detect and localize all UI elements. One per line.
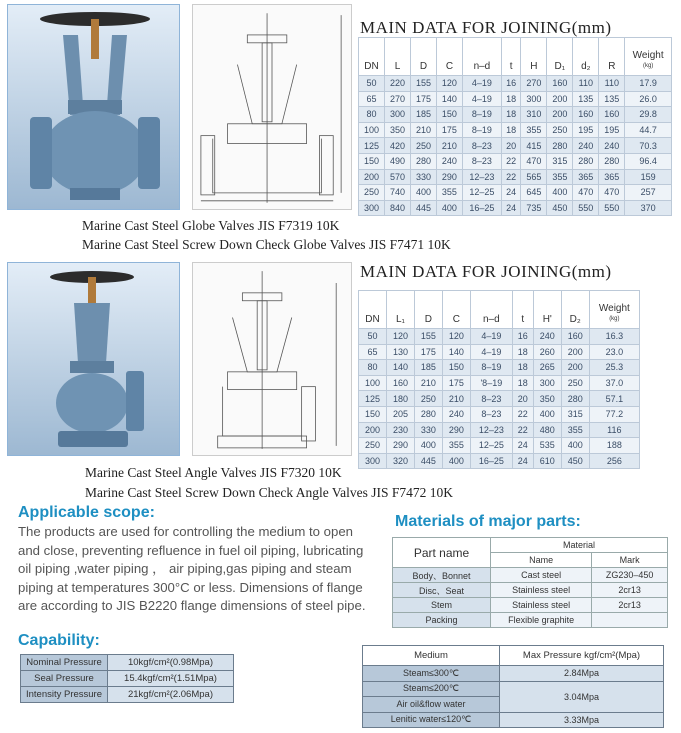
table-cell: 16–25	[462, 200, 501, 216]
table-cell: 257	[625, 185, 672, 201]
table-cell: 550	[599, 200, 625, 216]
table-cell: 150	[359, 153, 385, 169]
table-cell: 210	[442, 391, 470, 407]
table-cell: 355	[436, 185, 462, 201]
table-cell: 260	[533, 344, 561, 360]
table-cell: 735	[521, 200, 547, 216]
materials-part-header: Part name	[393, 538, 491, 568]
table-cell: 4–19	[470, 344, 512, 360]
table-cell: 150	[436, 107, 462, 123]
table-cell: 125	[359, 391, 387, 407]
table-cell: 300	[359, 453, 387, 469]
table-cell: 610	[533, 453, 561, 469]
table-cell: 26.0	[625, 91, 672, 107]
table-cell: 140	[386, 360, 414, 376]
table-cell: 470	[521, 153, 547, 169]
pressure-medium-cell: Steam≤200℃	[363, 681, 500, 697]
table-cell: 330	[414, 422, 442, 438]
table-cell: 96.4	[625, 153, 672, 169]
table-cell: 280	[414, 406, 442, 422]
section1-table-header-cell: t	[501, 38, 520, 76]
table-row	[359, 422, 640, 438]
table-cell: 8–23	[470, 406, 512, 422]
table-cell: 355	[521, 122, 547, 138]
table-cell: 8–23	[462, 138, 501, 154]
table-cell: 185	[410, 107, 436, 123]
table-row	[359, 453, 640, 469]
table-cell: 159	[625, 169, 672, 185]
pressure-value-cell: 2.84Mpa	[500, 666, 664, 682]
materials-cell: Cast steel	[491, 568, 592, 583]
section1-table-header-cell: d₂	[573, 38, 599, 76]
table-cell: 188	[589, 438, 639, 454]
globe-data-table	[358, 37, 672, 216]
table-cell: 400	[442, 453, 470, 469]
table-cell: 80	[359, 360, 387, 376]
table-cell: 470	[599, 185, 625, 201]
table-cell: 18	[512, 375, 533, 391]
table-cell: 450	[561, 453, 589, 469]
capability-table	[20, 654, 234, 703]
table-cell: 535	[533, 438, 561, 454]
materials-row	[393, 613, 668, 628]
table-cell: 135	[573, 91, 599, 107]
table-cell: 570	[384, 169, 410, 185]
table-cell: 220	[384, 76, 410, 92]
table-cell: 22	[501, 153, 520, 169]
table-row	[359, 185, 672, 201]
weight-unit-label: (kg)	[609, 316, 620, 322]
table-cell: 200	[547, 91, 573, 107]
angle-data-table	[358, 290, 640, 469]
table-cell: 550	[573, 200, 599, 216]
table-cell: 355	[547, 169, 573, 185]
table-row	[359, 107, 672, 123]
angle-caption-1: Marine Cast Steel Angle Valves JIS F7320 10K	[85, 465, 342, 480]
table-cell: 23.0	[589, 344, 639, 360]
table-cell: 240	[436, 153, 462, 169]
table-cell: 77.2	[589, 406, 639, 422]
table-cell: 195	[599, 122, 625, 138]
table-cell: 200	[359, 169, 385, 185]
materials-cell: Stainless steel	[491, 598, 592, 613]
table-row	[359, 360, 640, 376]
table-row	[359, 76, 672, 92]
table-cell: 4–19	[462, 91, 501, 107]
table-cell: 17.9	[625, 76, 672, 92]
table-cell: 210	[436, 138, 462, 154]
table-cell: 400	[414, 438, 442, 454]
section2-table-header-cell: C	[442, 291, 470, 329]
section1-table-header-cell: n–d	[462, 38, 501, 76]
section1-table-header-cell: D	[410, 38, 436, 76]
table-cell: 22	[501, 169, 520, 185]
table-cell: 195	[573, 122, 599, 138]
table-cell: 18	[512, 344, 533, 360]
table-cell: 445	[414, 453, 442, 469]
table-cell: 350	[384, 122, 410, 138]
table-cell: 250	[359, 438, 387, 454]
table-cell: 12–23	[462, 169, 501, 185]
table-cell: 320	[386, 453, 414, 469]
table-cell: 185	[414, 360, 442, 376]
table-cell: 315	[561, 406, 589, 422]
table-cell: 415	[521, 138, 547, 154]
table-cell: 12–25	[462, 185, 501, 201]
table-cell: 160	[386, 375, 414, 391]
table-cell: 355	[561, 422, 589, 438]
materials-table	[392, 537, 668, 628]
table-row	[359, 375, 640, 391]
capability-row	[21, 671, 234, 687]
globe-drawing-svg	[193, 5, 351, 209]
table-cell: 16–25	[470, 453, 512, 469]
table-cell: 155	[414, 329, 442, 345]
table-cell: 210	[414, 375, 442, 391]
table-cell: 280	[561, 391, 589, 407]
section2-table-header-cell: D	[414, 291, 442, 329]
scope-heading: Applicable scope:	[18, 504, 155, 521]
section1-table-header-cell	[625, 38, 672, 76]
materials-cell: 2cr13	[592, 583, 668, 598]
table-row	[359, 344, 640, 360]
capability-row	[21, 655, 234, 671]
capability-heading: Capability:	[18, 632, 100, 649]
table-cell: 116	[589, 422, 639, 438]
materials-row	[393, 598, 668, 613]
table-cell: 200	[359, 422, 387, 438]
table-cell: 16	[512, 329, 533, 345]
materials-cell	[592, 613, 668, 628]
table-cell: 20	[501, 138, 520, 154]
table-cell: 200	[561, 360, 589, 376]
table-cell: 24	[501, 200, 520, 216]
table-cell: 370	[625, 200, 672, 216]
table-cell: 365	[599, 169, 625, 185]
materials-mark-header: Mark	[592, 553, 668, 568]
materials-row	[393, 583, 668, 598]
table-cell: 180	[386, 391, 414, 407]
table-cell: 420	[384, 138, 410, 154]
table-cell: 400	[547, 185, 573, 201]
table-cell: 130	[386, 344, 414, 360]
table-cell: 37.0	[589, 375, 639, 391]
table-cell: 280	[599, 153, 625, 169]
table-cell: 18	[512, 360, 533, 376]
table-cell: 645	[521, 185, 547, 201]
angle-valve-photo	[7, 262, 180, 456]
pressure-value-cell: 3.33Mpa	[500, 712, 664, 728]
table-cell: 100	[359, 375, 387, 391]
table-row	[359, 169, 672, 185]
table-cell: 18	[501, 107, 520, 123]
table-cell: 8–23	[462, 153, 501, 169]
table-cell: 290	[386, 438, 414, 454]
pressure-table	[362, 645, 664, 728]
table-cell: 300	[521, 91, 547, 107]
table-cell: 16.3	[589, 329, 639, 345]
table-cell: 240	[573, 138, 599, 154]
capability-cell: Seal Pressure	[21, 671, 108, 687]
table-cell: 315	[547, 153, 573, 169]
pressure-max-header: Max Pressure kgf/cm²(Mpa)	[500, 646, 664, 666]
materials-cell: 2cr13	[592, 598, 668, 613]
table-cell: 155	[410, 76, 436, 92]
table-cell: 44.7	[625, 122, 672, 138]
table-cell: 160	[561, 329, 589, 345]
section2-table-header-cell: L₁	[386, 291, 414, 329]
materials-cell: Flexible graphite	[491, 613, 592, 628]
table-cell: 240	[599, 138, 625, 154]
capability-cell: 15.4kgf/cm²(1.51Mpa)	[108, 671, 234, 687]
section1-table-header-cell: DN	[359, 38, 385, 76]
table-cell: 140	[436, 91, 462, 107]
table-cell: 330	[410, 169, 436, 185]
capability-row	[21, 687, 234, 703]
table-cell: 20	[512, 391, 533, 407]
table-cell: 270	[384, 91, 410, 107]
materials-cell: ZG230–450	[592, 568, 668, 583]
table-cell: 12–25	[470, 438, 512, 454]
table-cell: 4–19	[462, 76, 501, 92]
globe-valve-drawing	[192, 4, 352, 210]
table-cell: 250	[547, 122, 573, 138]
weight-unit-label: (kg)	[642, 63, 654, 69]
table-cell: 29.8	[625, 107, 672, 123]
table-cell: 25.3	[589, 360, 639, 376]
scope-text: The products are used for controlling the medium to open and close, preventing refluence in fuel oil piping, lubricating oil piping ,water piping ， air piping,gas piping and steam piping at temperatures 300°C or less. Dimensions of flange are according to JIS B2220 flange dimensions of steel pipe.	[18, 524, 366, 614]
table-cell: 120	[386, 329, 414, 345]
table-cell: 175	[442, 375, 470, 391]
table-cell: 200	[561, 344, 589, 360]
table-cell: '8–19	[470, 375, 512, 391]
table-cell: 355	[442, 438, 470, 454]
table-cell: 135	[599, 91, 625, 107]
table-cell: 250	[410, 138, 436, 154]
table-row	[359, 122, 672, 138]
table-cell: 57.1	[589, 391, 639, 407]
table-cell: 80	[359, 107, 385, 123]
capability-cell: 10kgf/cm²(0.98Mpa)	[108, 655, 234, 671]
table-cell: 16	[501, 76, 520, 92]
table-cell: 300	[384, 107, 410, 123]
table-cell: 256	[589, 453, 639, 469]
materials-cell: Body、Bonnet	[393, 568, 491, 583]
table-row	[359, 200, 672, 216]
table-cell: 175	[414, 344, 442, 360]
globe-caption-2: Marine Cast Steel Screw Down Check Globe Valves JIS F7471 10K	[82, 237, 451, 252]
table-cell: 120	[436, 76, 462, 92]
angle-caption-2: Marine Cast Steel Screw Down Check Angle Valves JIS F7472 10K	[85, 485, 453, 500]
table-cell: 22	[512, 422, 533, 438]
table-cell: 140	[442, 344, 470, 360]
section2-title: MAIN DATA FOR JOINING(mm)	[360, 262, 612, 281]
pressure-medium-cell: Air oil&flow water	[363, 697, 500, 713]
table-cell: 4–19	[470, 329, 512, 345]
section2-table-header-cell: t	[512, 291, 533, 329]
table-row	[359, 329, 640, 345]
table-cell: 120	[442, 329, 470, 345]
capability-cell: 21kgf/cm²(2.06Mpa)	[108, 687, 234, 703]
table-cell: 150	[359, 406, 387, 422]
pressure-medium-cell: Lenitic water≤120℃	[363, 712, 500, 728]
table-cell: 300	[533, 375, 561, 391]
table-cell: 250	[414, 391, 442, 407]
table-cell: 270	[521, 76, 547, 92]
table-cell: 230	[386, 422, 414, 438]
angle-valve-illustration	[8, 263, 181, 457]
section1-table-header-cell: L	[384, 38, 410, 76]
table-cell: 210	[410, 122, 436, 138]
table-cell: 24	[501, 185, 520, 201]
section2-table-header-cell	[589, 291, 639, 329]
table-cell: 450	[547, 200, 573, 216]
table-cell: 150	[442, 360, 470, 376]
table-cell: 8–19	[470, 360, 512, 376]
section2-table-header-cell: DN	[359, 291, 387, 329]
table-cell: 110	[573, 76, 599, 92]
table-cell: 280	[573, 153, 599, 169]
section2-table-header-cell: D₂	[561, 291, 589, 329]
materials-cell: Packing	[393, 613, 491, 628]
materials-name-header: Name	[491, 553, 592, 568]
materials-material-header: Material	[491, 538, 668, 553]
table-cell: 12–23	[470, 422, 512, 438]
table-cell: 480	[533, 422, 561, 438]
table-cell: 400	[533, 406, 561, 422]
table-cell: 18	[501, 91, 520, 107]
table-cell: 470	[573, 185, 599, 201]
table-row	[359, 138, 672, 154]
section1-table-header-cell: D₁	[547, 38, 573, 76]
table-cell: 490	[384, 153, 410, 169]
globe-valve-illustration	[8, 5, 181, 211]
table-cell: 24	[512, 453, 533, 469]
table-cell: 110	[599, 76, 625, 92]
table-cell: 175	[436, 122, 462, 138]
pressure-value-cell: 3.04Mpa	[500, 681, 664, 712]
angle-drawing-svg	[193, 263, 351, 455]
table-cell: 240	[533, 329, 561, 345]
table-cell: 100	[359, 122, 385, 138]
table-cell: 300	[359, 200, 385, 216]
pressure-medium-header: Medium	[363, 646, 500, 666]
materials-row	[393, 568, 668, 583]
table-cell: 50	[359, 76, 385, 92]
capability-cell: Intensity Pressure	[21, 687, 108, 703]
pressure-medium-cell: Steam≤300℃	[363, 666, 500, 682]
table-cell: 24	[512, 438, 533, 454]
table-row	[359, 153, 672, 169]
table-cell: 125	[359, 138, 385, 154]
table-row	[359, 391, 640, 407]
table-cell: 240	[442, 406, 470, 422]
table-cell: 65	[359, 344, 387, 360]
weight-header-label: Weight	[598, 303, 630, 314]
table-cell: 400	[436, 200, 462, 216]
materials-cell: Stainless steel	[491, 583, 592, 598]
table-cell: 70.3	[625, 138, 672, 154]
table-cell: 400	[410, 185, 436, 201]
table-cell: 445	[410, 200, 436, 216]
table-cell: 160	[573, 107, 599, 123]
table-cell: 350	[533, 391, 561, 407]
table-cell: 8–19	[462, 122, 501, 138]
section2-table-header-cell: n–d	[470, 291, 512, 329]
table-cell: 565	[521, 169, 547, 185]
table-cell: 290	[442, 422, 470, 438]
angle-valve-drawing	[192, 262, 352, 456]
section1-table-header-cell: C	[436, 38, 462, 76]
table-row	[359, 91, 672, 107]
section1-title: MAIN DATA FOR JOINING(mm)	[360, 18, 612, 37]
section1-table-header-cell: H	[521, 38, 547, 76]
table-cell: 280	[547, 138, 573, 154]
globe-valve-photo	[7, 4, 180, 210]
table-cell: 50	[359, 329, 387, 345]
table-cell: 160	[599, 107, 625, 123]
globe-caption-1: Marine Cast Steel Globe Valves JIS F7319 10K	[82, 218, 340, 233]
table-cell: 200	[547, 107, 573, 123]
table-cell: 205	[386, 406, 414, 422]
table-row	[359, 406, 640, 422]
capability-cell: Nominal Pressure	[21, 655, 108, 671]
table-cell: 280	[410, 153, 436, 169]
table-cell: 265	[533, 360, 561, 376]
table-cell: 65	[359, 91, 385, 107]
materials-cell: Stem	[393, 598, 491, 613]
table-cell: 160	[547, 76, 573, 92]
materials-cell: Disc、Seat	[393, 583, 491, 598]
table-cell: 8–23	[470, 391, 512, 407]
section1-table-header-cell: R	[599, 38, 625, 76]
table-cell: 8–19	[462, 107, 501, 123]
table-cell: 175	[410, 91, 436, 107]
table-cell: 840	[384, 200, 410, 216]
table-cell: 310	[521, 107, 547, 123]
table-row	[359, 438, 640, 454]
weight-header-label: Weight	[632, 50, 664, 61]
table-cell: 400	[561, 438, 589, 454]
table-cell: 290	[436, 169, 462, 185]
materials-heading: Materials of major parts:	[395, 513, 581, 530]
table-cell: 740	[384, 185, 410, 201]
section2-table-header-cell: H'	[533, 291, 561, 329]
table-cell: 365	[573, 169, 599, 185]
table-cell: 250	[561, 375, 589, 391]
table-cell: 22	[512, 406, 533, 422]
table-cell: 250	[359, 185, 385, 201]
table-cell: 18	[501, 122, 520, 138]
